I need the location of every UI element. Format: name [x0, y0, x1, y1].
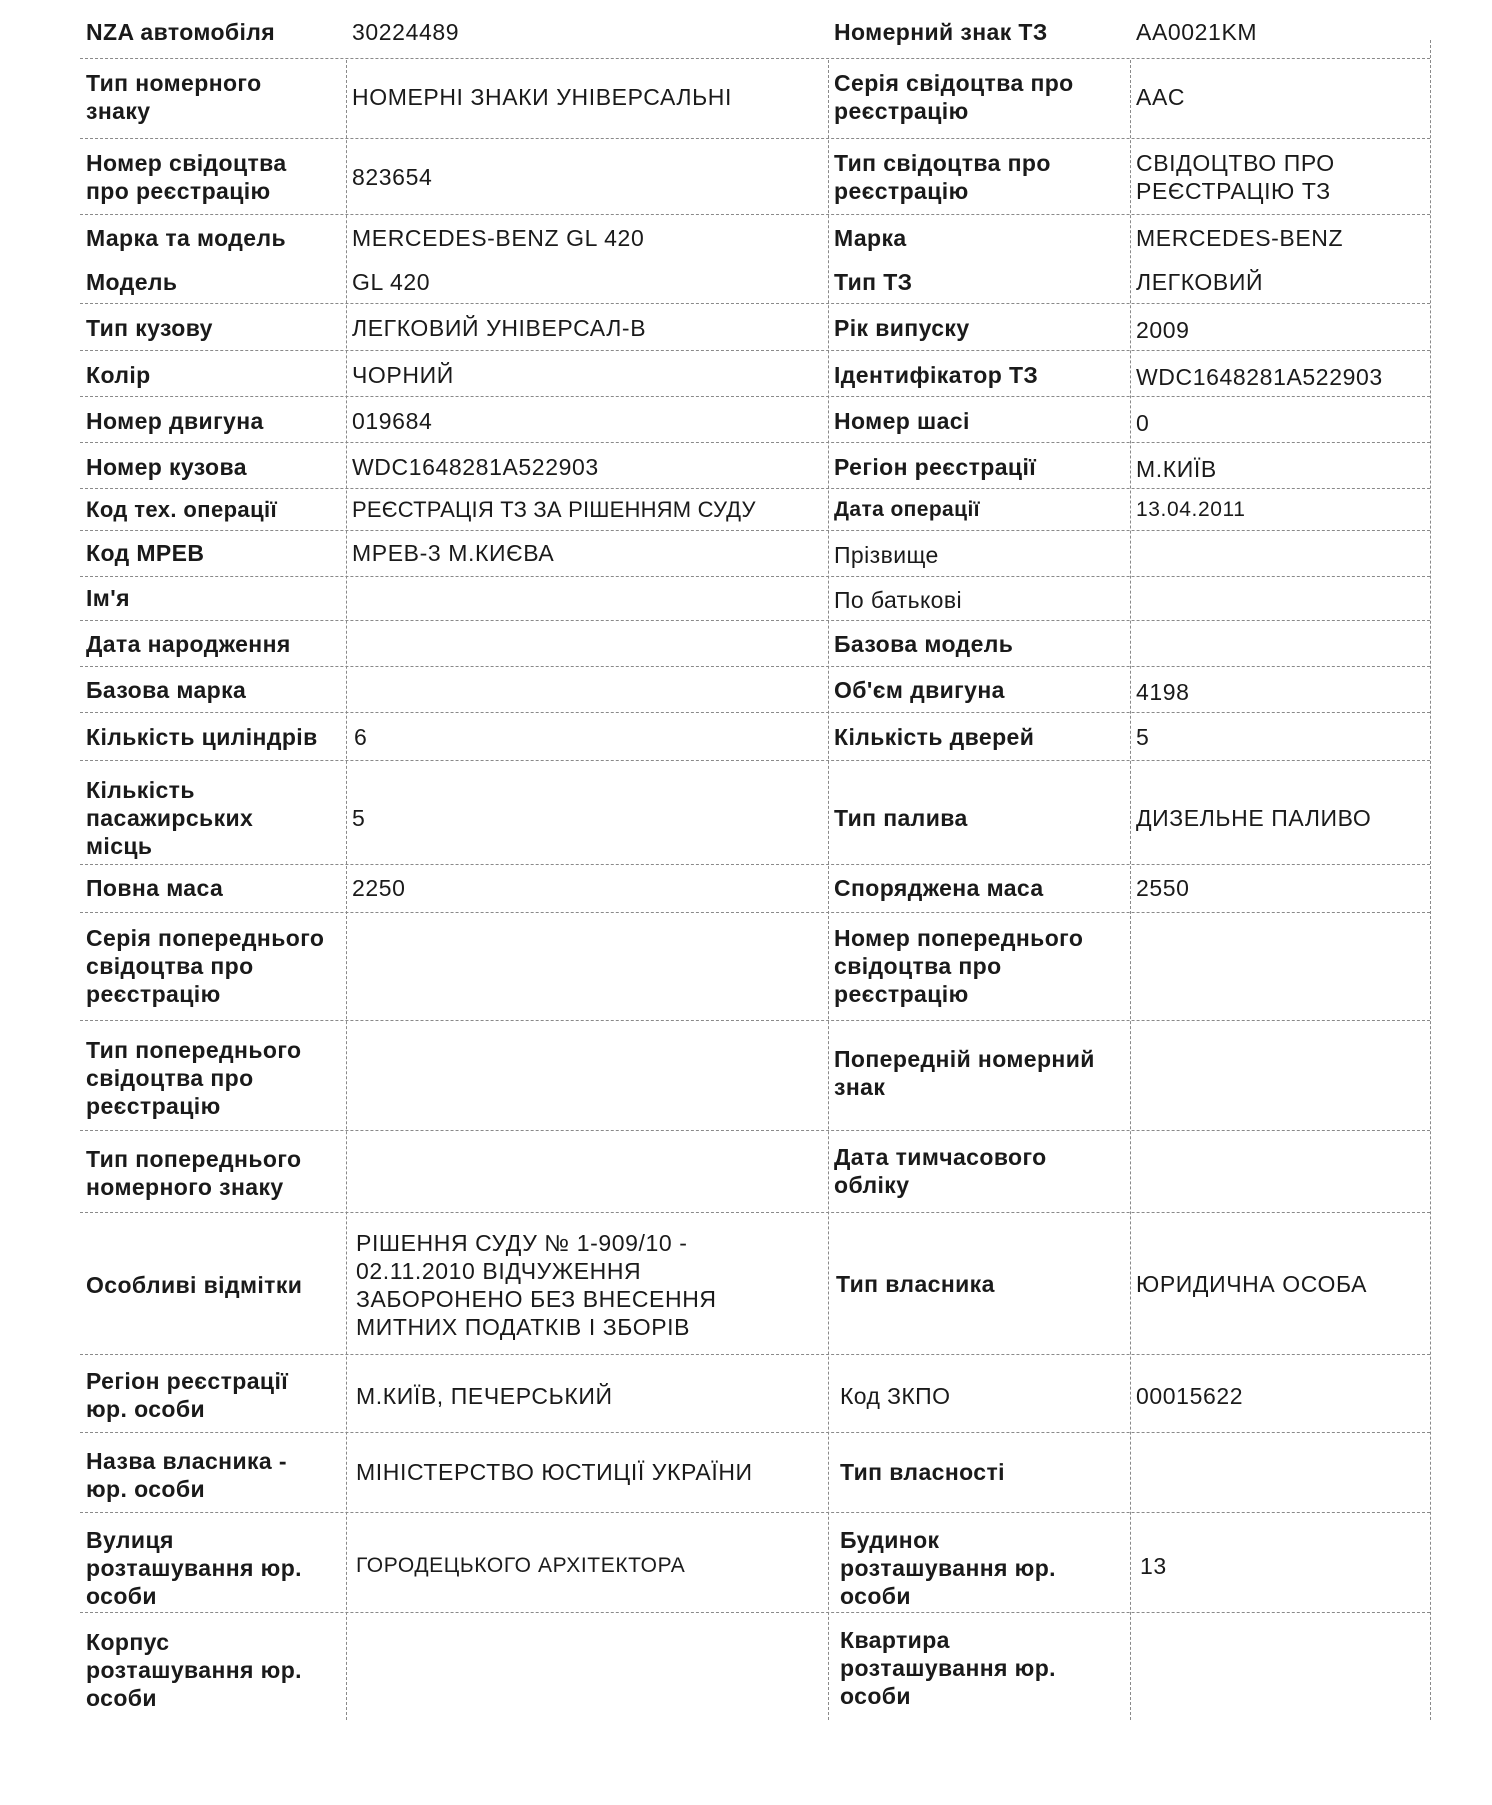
row-2-label-left: Номер свідоцтва про реєстрацію — [86, 149, 287, 204]
row-22-value-right — [1136, 1452, 1432, 1492]
row-11-value-right — [1136, 580, 1432, 620]
row-separator — [80, 666, 1430, 667]
row-0-value-right: AA0021KM — [1136, 18, 1258, 45]
row-separator — [80, 576, 1430, 577]
row-6-label-right: Ідентифікатор ТЗ — [834, 361, 1039, 388]
row-3-label-left: Марка та модель — [86, 224, 287, 251]
row-24-label-left: Корпус розташування юр. особи — [86, 1628, 302, 1712]
row-15-value-right: ДИЗЕЛЬНЕ ПАЛИВО — [1136, 804, 1372, 831]
row-24-value-left — [356, 1620, 826, 1720]
row-7-value-left: 019684 — [352, 407, 433, 434]
column-guide — [1430, 40, 1431, 1720]
row-7-label-right: Номер шасі — [834, 407, 970, 434]
row-separator — [80, 303, 1430, 304]
row-11-label-right: По батькові — [834, 586, 963, 613]
row-15-label-right: Тип палива — [834, 804, 968, 831]
row-22-label-left: Назва власника - юр. особи — [86, 1447, 287, 1502]
row-3-value-right: MERCEDES-BENZ — [1136, 224, 1344, 251]
row-17-value-left — [352, 916, 822, 1016]
row-14-value-left: 6 — [354, 723, 368, 750]
row-14-label-right: Кількість дверей — [834, 723, 1035, 750]
row-13-value-left — [352, 670, 822, 710]
row-0-value-left: 30224489 — [352, 18, 460, 45]
row-0-label-right: Номерний знак ТЗ — [834, 18, 1048, 45]
column-guide — [828, 60, 829, 1720]
column-guide — [346, 60, 347, 1720]
row-20-value-right: ЮРИДИЧНА ОСОБА — [1136, 1270, 1368, 1297]
row-2-value-right: СВІДОЦТВО ПРО РЕЄСТРАЦІЮ ТЗ — [1136, 149, 1335, 204]
row-9-value-right: 13.04.2011 — [1136, 498, 1246, 522]
row-10-label-left: Код МРЕВ — [86, 539, 205, 566]
row-24-value-right — [1140, 1618, 1436, 1718]
row-8-value-left: WDC1648281A522903 — [352, 453, 599, 480]
row-19-label-left: Тип попереднього номерного знаку — [86, 1145, 302, 1200]
row-22-label-right: Тип власності — [840, 1458, 1005, 1485]
row-18-value-right — [1136, 1038, 1432, 1108]
row-13-value-right: 4198 — [1136, 678, 1190, 705]
row-5-value-right: 2009 — [1136, 316, 1190, 343]
row-separator — [80, 864, 1430, 865]
row-2-value-left: 823654 — [352, 163, 433, 190]
row-separator — [80, 58, 1430, 59]
row-separator — [80, 1020, 1430, 1021]
row-9-label-left: Код тех. операції — [86, 496, 278, 522]
row-17-value-right — [1136, 916, 1432, 1016]
row-5-label-left: Тип кузову — [86, 314, 213, 341]
row-12-value-right — [1136, 624, 1432, 664]
row-8-value-right: М.КИЇВ — [1136, 455, 1217, 482]
row-separator — [80, 1512, 1430, 1513]
row-1-value-left: НОМЕРНІ ЗНАКИ УНІВЕРСАЛЬНІ — [352, 83, 733, 110]
row-separator — [80, 760, 1430, 761]
row-5-value-left: ЛЕГКОВИЙ УНІВЕРСАЛ-В — [352, 314, 647, 341]
row-20-label-left: Особливі відмітки — [86, 1271, 303, 1298]
row-20-value-left: РІШЕННЯ СУДУ № 1-909/10 - 02.11.2010 ВІДЧУЖЕННЯ ЗАБОРОНЕНО БЕЗ ВНЕСЕННЯ МИТНИХ ПОДАТКІВ І ЗБОРІВ — [356, 1229, 717, 1341]
row-21-label-right: Код ЗКПО — [840, 1382, 951, 1409]
row-19-label-right: Дата тимчасового обліку — [834, 1143, 1047, 1198]
row-19-value-left — [352, 1138, 822, 1208]
row-16-value-left: 2250 — [352, 874, 406, 901]
row-8-label-right: Регіон реєстрації — [834, 453, 1037, 480]
row-20-label-right: Тип власника — [836, 1270, 995, 1297]
row-21-value-right: 00015622 — [1136, 1382, 1244, 1409]
row-15-label-left: Кількість пасажирських місць — [86, 776, 254, 860]
row-9-value-left: РЕЄСТРАЦІЯ ТЗ ЗА РІШЕННЯМ СУДУ — [352, 496, 756, 522]
row-1-label-left: Тип номерного знаку — [86, 69, 262, 124]
row-separator — [80, 620, 1430, 621]
row-3-value-left: MERCEDES-BENZ GL 420 — [352, 224, 645, 251]
row-11-label-left: Ім'я — [86, 584, 130, 611]
row-17-label-left: Серія попереднього свідоцтва про реєстрацію — [86, 924, 325, 1008]
row-separator — [80, 1212, 1430, 1213]
row-separator — [80, 350, 1430, 351]
row-10-value-right — [1136, 535, 1432, 575]
row-14-label-left: Кількість циліндрів — [86, 723, 318, 750]
row-separator — [80, 396, 1430, 397]
row-11-value-left — [352, 578, 822, 618]
row-separator — [80, 912, 1430, 913]
row-21-value-left: М.КИЇВ, ПЕЧЕРСЬКИЙ — [356, 1382, 613, 1409]
row-23-value-left: ГОРОДЕЦЬКОГО АРХІТЕКТОРА — [356, 1554, 686, 1578]
row-6-label-left: Колір — [86, 361, 151, 388]
row-23-label-right: Будинок розташування юр. особи — [840, 1526, 1056, 1610]
row-23-value-right: 13 — [1140, 1552, 1167, 1579]
row-12-value-left — [352, 624, 822, 664]
row-separator — [80, 712, 1430, 713]
row-4-value-right: ЛЕГКОВИЙ — [1136, 268, 1264, 295]
row-separator — [80, 1432, 1430, 1433]
row-separator — [80, 1354, 1430, 1355]
row-16-value-right: 2550 — [1136, 874, 1190, 901]
row-24-label-right: Квартира розташування юр. особи — [840, 1626, 1056, 1710]
row-17-label-right: Номер попереднього свідоцтва про реєстрацію — [834, 924, 1084, 1008]
row-2-label-right: Тип свідоцтва про реєстрацію — [834, 149, 1051, 204]
row-3-label-right: Марка — [834, 224, 907, 251]
row-12-label-left: Дата народження — [86, 630, 291, 657]
row-separator — [80, 1612, 1430, 1613]
row-18-value-left — [352, 1028, 822, 1128]
row-4-value-left: GL 420 — [352, 268, 431, 295]
row-10-value-left: МРЕВ-3 М.КИЄВА — [352, 539, 555, 566]
row-separator — [80, 214, 1430, 215]
row-separator — [80, 138, 1430, 139]
row-10-label-right: Прізвище — [834, 541, 939, 568]
row-16-label-right: Споряджена маса — [834, 874, 1044, 901]
row-18-label-left: Тип попереднього свідоцтва про реєстрацію — [86, 1036, 302, 1120]
row-separator — [80, 488, 1430, 489]
row-7-label-left: Номер двигуна — [86, 407, 264, 434]
row-6-value-right: WDC1648281A522903 — [1136, 363, 1383, 390]
row-12-label-right: Базова модель — [834, 630, 1014, 657]
column-guide — [1130, 60, 1131, 1720]
row-23-label-left: Вулиця розташування юр. особи — [86, 1526, 302, 1610]
row-6-value-left: ЧОРНИЙ — [352, 361, 454, 388]
row-13-label-left: Базова марка — [86, 676, 247, 703]
row-separator — [80, 1130, 1430, 1131]
row-15-value-left: 5 — [352, 804, 366, 831]
row-5-label-right: Рік випуску — [834, 314, 970, 341]
row-0-label-left: NZA автомобіля — [86, 18, 276, 45]
row-4-label-left: Модель — [86, 268, 178, 295]
row-9-label-right: Дата операції — [834, 498, 980, 522]
row-7-value-right: 0 — [1136, 409, 1150, 436]
row-14-value-right: 5 — [1136, 723, 1150, 750]
row-19-value-right — [1136, 1136, 1432, 1206]
row-18-label-right: Попередній номерний знак — [834, 1045, 1095, 1100]
row-21-label-left: Регіон реєстрації юр. особи — [86, 1367, 289, 1422]
row-4-label-right: Тип ТЗ — [834, 268, 913, 295]
row-separator — [80, 442, 1430, 443]
row-separator — [80, 530, 1430, 531]
row-22-value-left: МІНІСТЕРСТВО ЮСТИЦІЇ УКРАЇНИ — [356, 1458, 753, 1485]
row-13-label-right: Об'єм двигуна — [834, 676, 1005, 703]
row-16-label-left: Повна маса — [86, 874, 224, 901]
row-1-value-right: AAC — [1136, 83, 1186, 110]
row-1-label-right: Серія свідоцтва про реєстрацію — [834, 69, 1074, 124]
row-8-label-left: Номер кузова — [86, 453, 247, 480]
